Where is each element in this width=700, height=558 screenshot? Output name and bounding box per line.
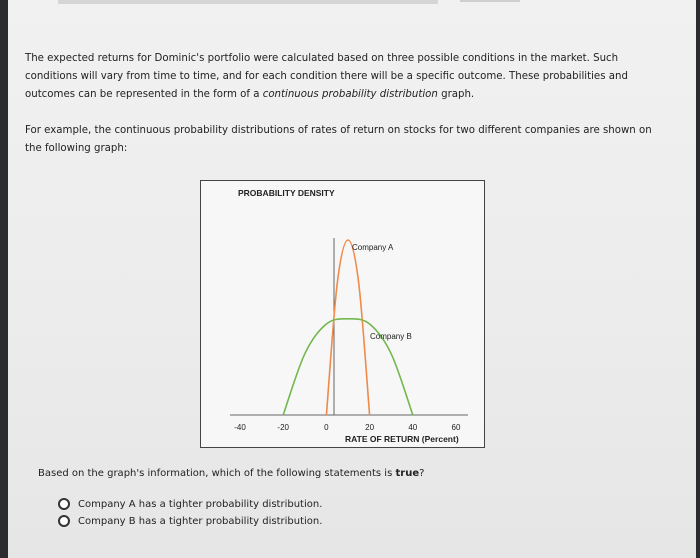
probability-chart xyxy=(200,180,485,448)
x-tick-label: -40 xyxy=(234,423,246,432)
screen xyxy=(8,0,696,558)
example-paragraph: For example, the continuous probability distributions of rates of return on stocks for two different companies are shown on the following graph: xyxy=(25,125,652,154)
x-axis-label: RATE OF RETURN (Percent) xyxy=(345,434,459,444)
chart-svg xyxy=(200,180,485,448)
radio-button[interactable] xyxy=(58,515,70,527)
series-label-company-a: Company A xyxy=(352,243,394,252)
option-label: Company B has a tighter probability distribution. xyxy=(78,515,323,527)
x-tick-label: 20 xyxy=(365,423,375,432)
x-tick-label: 40 xyxy=(408,423,418,432)
question-prefix: Based on the graph's information, which of the following statements is xyxy=(38,468,396,479)
intro-text-end: graph. xyxy=(437,89,475,100)
option-label: Company A has a tighter probability distribution. xyxy=(78,498,323,510)
question-suffix: ? xyxy=(419,468,425,479)
option-company-a[interactable] xyxy=(58,496,322,512)
question-text xyxy=(38,468,424,479)
x-tick-label: -20 xyxy=(277,423,289,432)
x-tick-label: 60 xyxy=(451,423,461,432)
intro-paragraph xyxy=(25,50,665,104)
radio-button[interactable] xyxy=(58,498,70,510)
top-divider xyxy=(58,0,438,4)
top-divider-right xyxy=(460,0,520,2)
intro-emphasis: continuous probability distribution xyxy=(262,89,438,100)
question-emphasis: true xyxy=(395,468,420,479)
x-tick-label: 0 xyxy=(324,423,329,432)
series-label-company-b: Company B xyxy=(370,331,412,341)
y-axis-label: PROBABILITY DENSITY xyxy=(238,188,335,198)
chart-frame xyxy=(201,181,485,448)
option-company-b[interactable] xyxy=(58,513,322,529)
intro-text-start: The expected returns for Dominic's portfolio were calculated based on three possible conditions in the market. Such conditions will vary from time to time, and for each condition there will be a specific outcome. These probabilities and outcomes can be represented in the form of a xyxy=(25,53,628,100)
